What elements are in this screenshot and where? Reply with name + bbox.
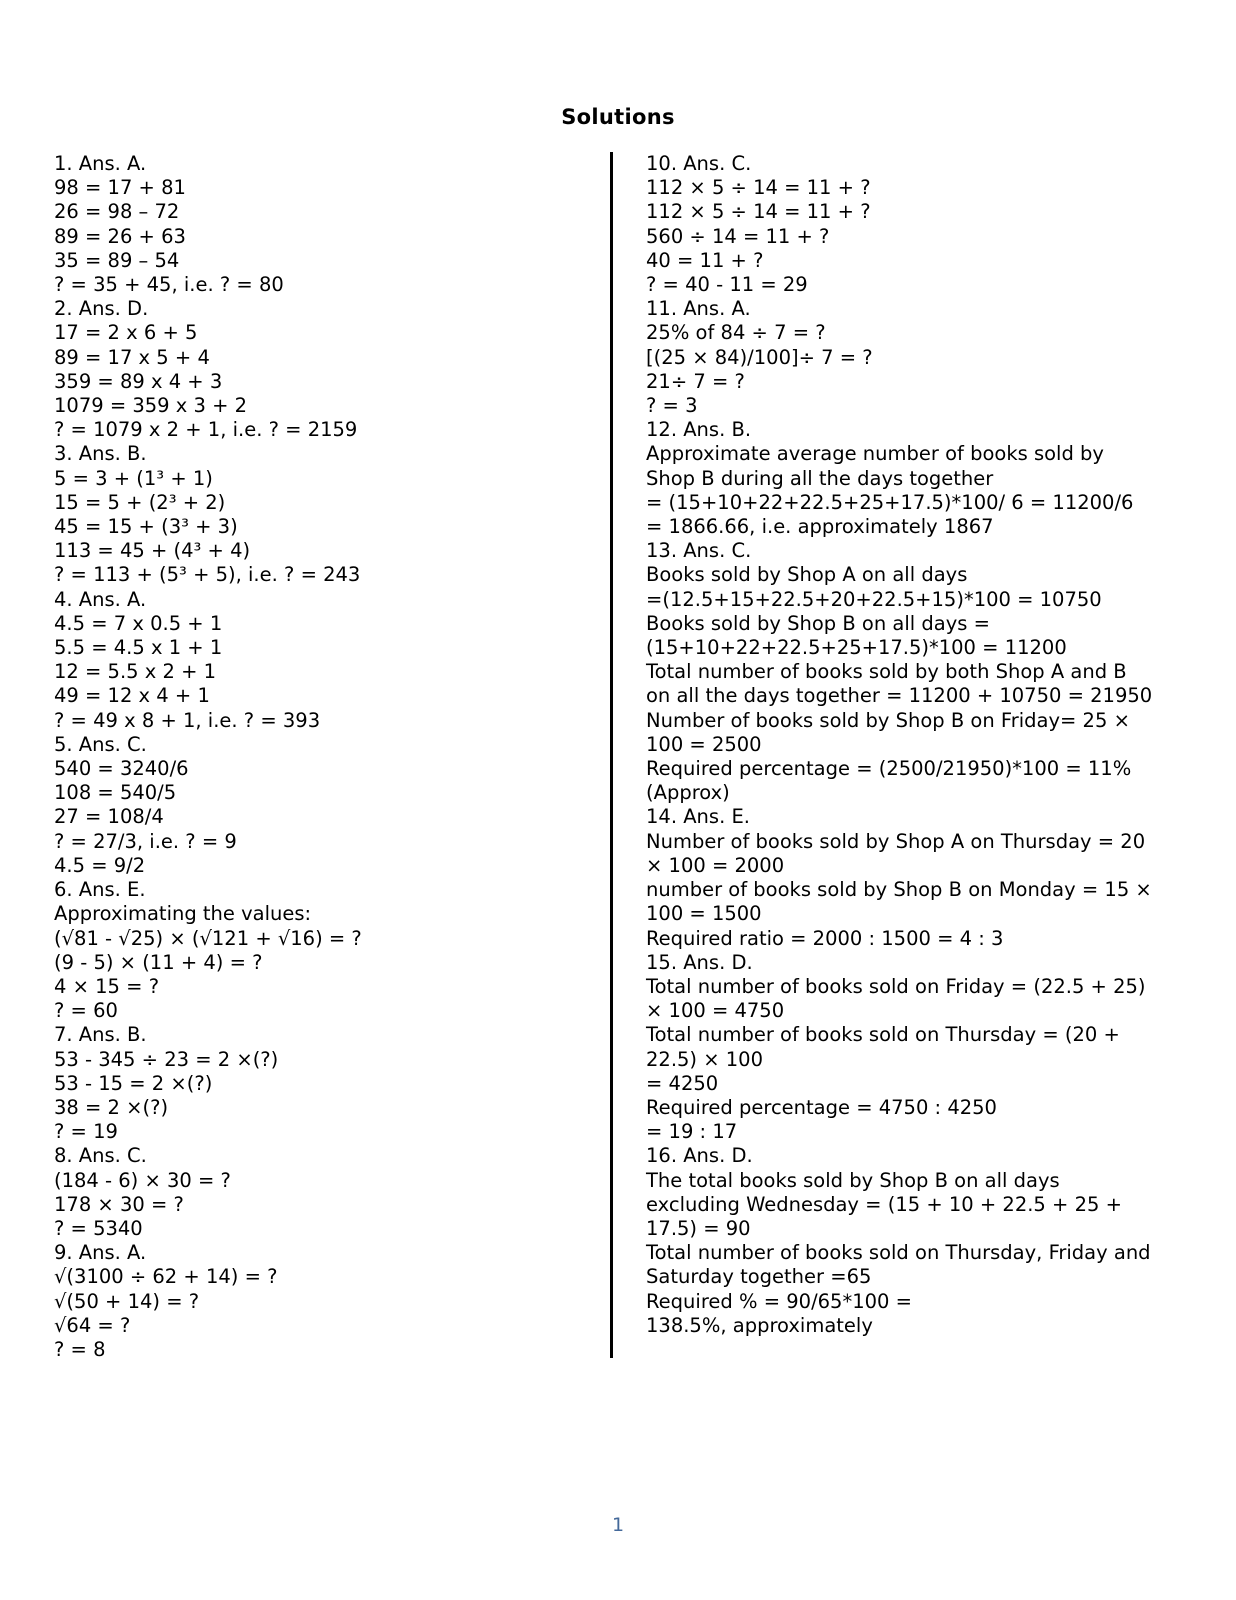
solution-line: ? = 1079 x 2 + 1, i.e. ? = 2159 (54, 418, 358, 442)
column-divider (610, 152, 613, 1358)
solution-line: Total number of books sold on Thursday = (20 + (646, 1023, 1120, 1047)
solution-line: (9 - 5) × (11 + 4) = ? (54, 950, 263, 974)
solution-line: × 100 = 4750 (646, 999, 785, 1023)
solution-line: 100 = 2500 (646, 732, 762, 756)
solution-line: 8. Ans. C. (54, 1144, 147, 1168)
solution-line: 1. Ans. A. (54, 152, 147, 175)
solution-line: 40 = 11 + ? (646, 248, 764, 272)
solution-line: (√81 - √25) × (√121 + √16) = ? (54, 926, 362, 950)
solution-line: × 100 = 2000 (646, 853, 785, 877)
solution-line: = 4250 (646, 1071, 719, 1095)
solution-line: 108 = 540/5 (54, 781, 177, 805)
solution-line: 17.5) = 90 (646, 1216, 751, 1240)
solution-line: [(25 × 84)/100]÷ 7 = ? (646, 345, 873, 369)
solution-line: 100 = 1500 (646, 902, 762, 926)
solution-line: 49 = 12 x 4 + 1 (54, 684, 210, 708)
solution-line: 113 = 45 + (4³ + 4) (54, 539, 251, 563)
page-number: 1 (611, 1514, 625, 1536)
solution-line: Approximate average number of books sold by (646, 442, 1104, 466)
page-title: Solutions (561, 105, 675, 129)
solution-line: ? = 49 x 8 + 1, i.e. ? = 393 (54, 708, 321, 732)
solution-line: Approximating the values: (54, 902, 312, 926)
solution-line: 540 = 3240/6 (54, 757, 189, 781)
solution-line: 22.5) × 100 (646, 1047, 763, 1071)
solution-line: 4. Ans. A. (54, 587, 147, 611)
solution-line: Number of books sold by Shop A on Thursday = 20 (646, 829, 1146, 853)
solution-line: ? = 8 (54, 1337, 106, 1361)
solution-line: 1079 = 359 x 3 + 2 (54, 394, 248, 418)
solution-line: 14. Ans. E. (646, 805, 750, 829)
solution-line: 12 = 5.5 x 2 + 1 (54, 660, 217, 684)
solution-line: = 19 : 17 (646, 1120, 738, 1144)
solution-line: 5 = 3 + (1³ + 1) (54, 466, 213, 490)
solution-line: = (15+10+22+22.5+25+17.5)*100/ 6 = 11200/6 (646, 490, 1134, 514)
solution-line: 5. Ans. C. (54, 732, 147, 756)
solution-line: 27 = 108/4 (54, 805, 164, 829)
solution-line: (Approx) (646, 781, 730, 805)
solution-line: ? = 113 + (5³ + 5), i.e. ? = 243 (54, 563, 361, 587)
solution-line: Required % = 90/65*100 = (646, 1289, 912, 1313)
solution-line: ? = 35 + 45, i.e. ? = 80 (54, 273, 284, 297)
solution-line: ? = 5340 (54, 1216, 143, 1240)
solution-line: Books sold by Shop A on all days (646, 563, 968, 587)
solutions-left-column (54, 152, 599, 1362)
solution-line: 9. Ans. A. (54, 1241, 147, 1265)
solution-line: 13. Ans. C. (646, 539, 752, 563)
solution-line: 25% of 84 ÷ 7 = ? (646, 321, 826, 345)
solution-line: = 1866.66, i.e. approximately 1867 (646, 515, 994, 539)
solution-line: 4.5 = 9/2 (54, 853, 146, 877)
solution-line: 12. Ans. B. (646, 418, 752, 442)
solution-line: ? = 3 (646, 394, 698, 418)
solution-line: 3. Ans. B. (54, 442, 147, 466)
solution-line: =(12.5+15+22.5+20+22.5+15)*100 = 10750 (646, 587, 1102, 611)
solution-line: 112 × 5 ÷ 14 = 11 + ? (646, 176, 871, 200)
solution-line: Total number of books sold on Friday = (22.5 + 25) (646, 974, 1146, 998)
solution-line: 16. Ans. D. (646, 1144, 753, 1168)
solution-line: 10. Ans. C. (646, 152, 752, 175)
solution-line: Required ratio = 2000 : 1500 = 4 : 3 (646, 926, 1004, 950)
solution-line: √(50 + 14) = ? (54, 1289, 200, 1313)
solution-line: ? = 19 (54, 1120, 118, 1144)
solution-line: 53 - 345 ÷ 23 = 2 ×(?) (54, 1047, 279, 1071)
solution-line: 11. Ans. A. (646, 297, 751, 321)
solution-line: The total books sold by Shop B on all days (646, 1168, 1060, 1192)
solution-line: Total number of books sold on Thursday, Friday and (646, 1241, 1151, 1265)
solution-line: 38 = 2 ×(?) (54, 1095, 169, 1119)
solution-line: 560 ÷ 14 = 11 + ? (646, 224, 830, 248)
solution-line: 4.5 = 7 x 0.5 + 1 (54, 611, 223, 635)
solution-line: 5.5 = 4.5 x 1 + 1 (54, 636, 223, 660)
solution-line: 89 = 26 + 63 (54, 224, 186, 248)
solution-line: ? = 60 (54, 999, 118, 1023)
solution-line: excluding Wednesday = (15 + 10 + 22.5 + 25 + (646, 1192, 1122, 1216)
solution-line: Total number of books sold by both Shop A and B (646, 660, 1127, 684)
solution-line: ? = 40 - 11 = 29 (646, 273, 808, 297)
solution-line: ? = 27/3, i.e. ? = 9 (54, 829, 237, 853)
solution-line: 98 = 17 + 81 (54, 176, 186, 200)
solution-line: on all the days together = 11200 + 10750 = 21950 (646, 684, 1153, 708)
solution-line: 35 = 89 – 54 (54, 248, 180, 272)
solution-line: 7. Ans. B. (54, 1023, 147, 1047)
solution-line: Shop B during all the days together (646, 466, 994, 490)
solution-line: 17 = 2 x 6 + 5 (54, 321, 198, 345)
solution-line: Books sold by Shop B on all days = (646, 611, 990, 635)
solution-line: Required percentage = 4750 : 4250 (646, 1095, 997, 1119)
solution-line: Number of books sold by Shop B on Friday= 25 × (646, 708, 1130, 732)
solution-line: 15. Ans. D. (646, 950, 753, 974)
solution-line: √(3100 ÷ 62 + 14) = ? (54, 1265, 278, 1289)
solution-line: 89 = 17 x 5 + 4 (54, 345, 210, 369)
solution-line: 21÷ 7 = ? (646, 369, 745, 393)
solution-line: (184 - 6) × 30 = ? (54, 1168, 231, 1192)
solution-line: 2. Ans. D. (54, 297, 149, 321)
solution-line: √64 = ? (54, 1313, 131, 1337)
solution-line: 45 = 15 + (3³ + 3) (54, 515, 238, 539)
solution-line: number of books sold by Shop B on Monday = 15 × (646, 878, 1152, 902)
solution-line: 178 × 30 = ? (54, 1192, 184, 1216)
solution-line: 6. Ans. E. (54, 878, 146, 902)
solution-line: (15+10+22+22.5+25+17.5)*100 = 11200 (646, 636, 1067, 660)
solutions-right-column (646, 152, 1206, 1338)
solution-line: 4 × 15 = ? (54, 974, 160, 998)
solution-line: 112 × 5 ÷ 14 = 11 + ? (646, 200, 871, 224)
solution-line: Required percentage = (2500/21950)*100 = 11% (646, 757, 1132, 781)
solution-line: 359 = 89 x 4 + 3 (54, 369, 223, 393)
solution-line: 26 = 98 – 72 (54, 200, 180, 224)
solution-line: 53 - 15 = 2 ×(?) (54, 1071, 213, 1095)
solution-line: Saturday together =65 (646, 1265, 872, 1289)
solution-line: 138.5%, approximately (646, 1313, 873, 1337)
solution-line: 15 = 5 + (2³ + 2) (54, 490, 226, 514)
